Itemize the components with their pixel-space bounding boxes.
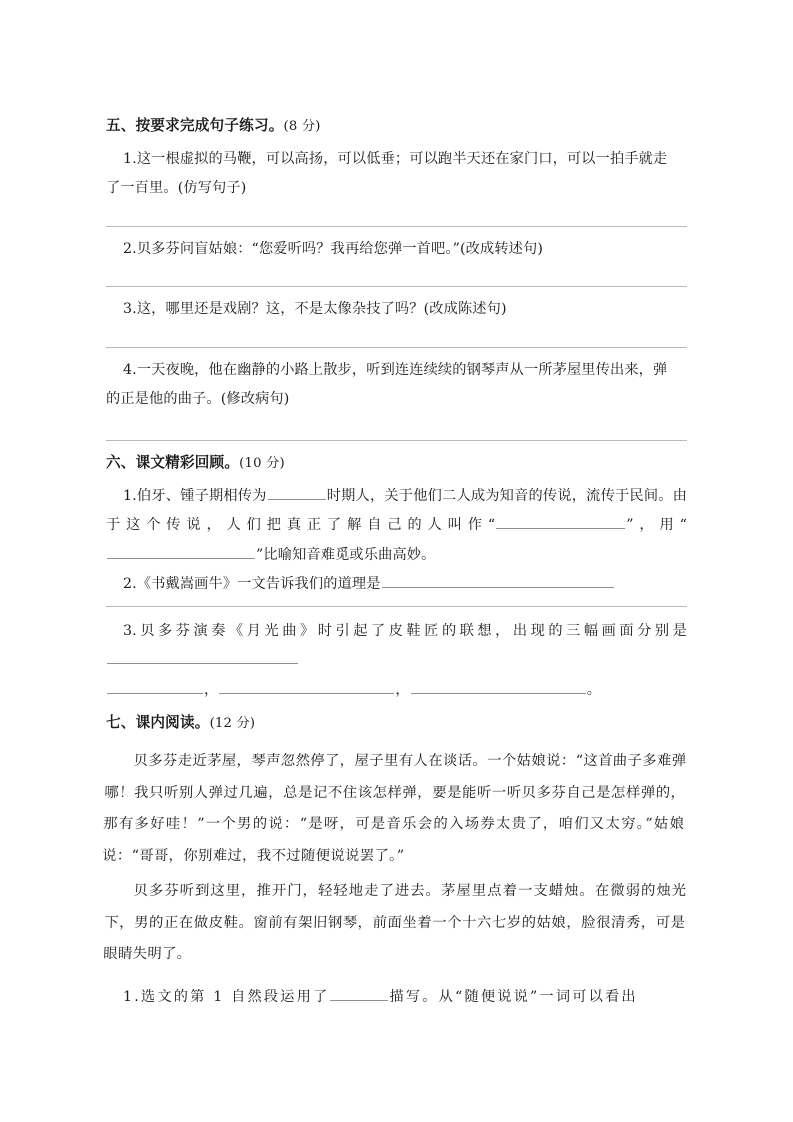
question-5-3-line-1: 3.这，哪里还是戏剧？这，不是太像杂技了吗？(改成陈述句) xyxy=(123,301,507,318)
answer-space-5-4 xyxy=(106,415,687,440)
section-5 xyxy=(106,118,687,441)
blank-6-1-a[interactable] xyxy=(268,485,326,500)
gap xyxy=(106,441,687,455)
question-5-4-line-1: 4.一天夜晚，他在幽静的小路上散步，听到连连续续的钢琴声从一所茅屋里传出来，弹 xyxy=(123,361,668,378)
blank-6-3-c[interactable] xyxy=(219,679,394,694)
section-6 xyxy=(106,455,687,705)
question-6-3-sep-1: ， xyxy=(204,681,219,698)
reading-passage-paragraph-1: 贝多芬走近茅屋，琴声忽然停了，屋子里有人在谈话。一个姑娘说：“这首曲子多难弹哪！我只听别人弹过几遍，总是记不住该怎样弹，要是能听一听贝多芬自己是怎样弹的，那有多好哇！”一个男的说：“是呀，可是音乐会的入场券太贵了，咱们又太穷。”姑娘说：“哥哥，你别难过，我不过随便说说罢了。” xyxy=(101,753,687,864)
gap xyxy=(106,348,687,356)
section-7 xyxy=(101,714,687,1012)
question-6-1-text-d: ”，用“ xyxy=(626,517,687,534)
section-7-heading-label: 七、课内阅读。 xyxy=(106,714,210,732)
question-6-1-text-b: 时期人，关于他们二人成为知音的传说，流传于民间。 xyxy=(326,487,673,504)
blank-6-3-b[interactable] xyxy=(107,679,203,694)
answer-space-5-3 xyxy=(106,325,687,347)
question-6-2-text: 2.《书戴嵩画牛》一文告诉我们的道理是 xyxy=(123,576,381,593)
question-7-1 xyxy=(106,983,687,1013)
question-6-1-text-f: 比喻知音难觅或乐曲高妙。 xyxy=(263,546,436,563)
blank-6-2-a[interactable] xyxy=(382,573,614,588)
question-6-2 xyxy=(106,570,687,600)
answer-space-5-1 xyxy=(106,204,687,226)
question-6-1 xyxy=(106,482,687,571)
blank-6-3-a[interactable] xyxy=(107,649,298,664)
question-5-2-line-1: 2.贝多芬问盲姑娘：“您爱听吗？我再给您弹一首吧。”(改成转述句) xyxy=(123,240,544,257)
blank-6-1-c[interactable] xyxy=(107,544,255,559)
blank-6-3-d[interactable] xyxy=(411,679,586,694)
gap xyxy=(106,287,687,295)
section-6-heading xyxy=(106,455,687,471)
question-6-1-text-c: 由于这个传说，人们把真正了解自己的人叫作“ xyxy=(106,487,687,534)
gap xyxy=(106,227,687,235)
gap xyxy=(106,971,687,983)
blank-7-1-a[interactable] xyxy=(330,986,388,1001)
question-6-3 xyxy=(106,617,687,676)
reading-passage-paragraph-2: 贝多芬听到这里，推开门，轻轻地走了进去。茅屋里点着一支蜡烛。在微弱的烛光下，男的正在做皮鞋。窗前有架旧钢琴，前面坐着一个十六七岁的姑娘，脸很清秀，可是眼睛失明了。 xyxy=(102,883,687,963)
question-7-1-text-a: 1.选文的第 1 自然段运用了 xyxy=(123,988,330,1005)
section-5-heading xyxy=(106,118,687,134)
blank-6-1-b[interactable] xyxy=(496,514,625,529)
question-5-4-line-2: 的正是他的曲子。(修改病句) xyxy=(106,391,290,408)
section-6-heading-label: 六、课文精彩回顾。 xyxy=(106,453,240,471)
question-6-1-text-e: ” xyxy=(256,546,264,563)
section-5-heading-points: (8 分) xyxy=(283,119,321,134)
section-6-heading-points: (10 分) xyxy=(239,455,285,471)
question-6-3-end: 。 xyxy=(586,681,602,698)
section-7-heading-points: (12 分) xyxy=(209,716,256,732)
question-6-3-text: 3.贝多芬演奏《月光曲》时引起了皮鞋匠的联想，出现的三幅画面分别是 xyxy=(123,622,687,639)
question-6-3-continuation xyxy=(106,676,687,706)
question-6-1-text-a: 1.伯牙、锺子期相传为 xyxy=(123,487,267,504)
question-5-1-line-2: 了一百里。(仿写句子) xyxy=(106,180,247,197)
section-7-heading xyxy=(106,715,687,731)
question-5-1-line-1: 1.这一根虚拟的马鞭，可以高扬，可以低垂；可以跑半天还在家门口，可以一拍手就走 xyxy=(123,150,668,167)
gap xyxy=(106,607,687,617)
question-6-3-sep-2: ， xyxy=(395,681,410,698)
section-5-heading-label: 五、按要求完成句子练习。 xyxy=(106,117,284,134)
answer-space-5-2 xyxy=(106,264,687,286)
question-7-1-text-b: 描写。从“随便说说”一词可以看出 xyxy=(389,988,638,1005)
